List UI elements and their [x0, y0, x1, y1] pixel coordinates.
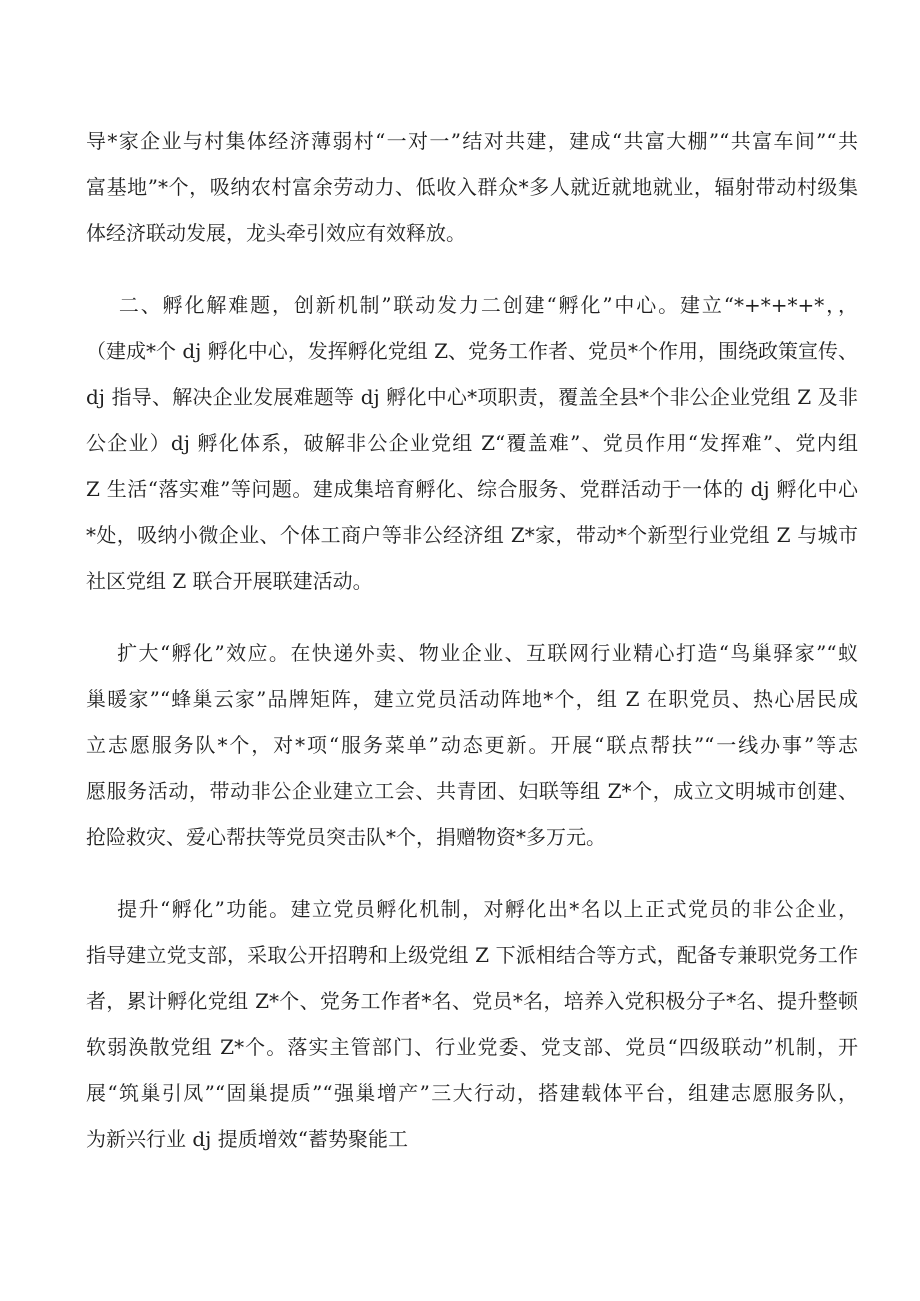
paragraph-spacer — [86, 604, 858, 630]
paragraph-spacer — [86, 860, 858, 886]
paragraph-2 — [86, 282, 858, 604]
text-line: 愿服务活动，带动非公企业建立工会、共青团、妇联等组 Z*个，成立文明城市创建、 — [86, 779, 858, 803]
text-line: 巢暖家”“蜂巢云家”品牌矩阵，建立党员活动阵地*个，组 Z 在职党员、热心居民成 — [86, 687, 858, 711]
text-line: 软弱涣散党组 Z*个。落实主管部门、行业党委、党支部、党员“四级联动”机制，开 — [86, 1035, 858, 1059]
text-line: Z 生活“落实难”等问题。建成集培育孵化、综合服务、党群活动于一体的 dj 孵化中心 — [86, 477, 858, 501]
text-line: 公企业）dj 孵化体系，破解非公企业党组 Z“覆盖难”、党员作用“发挥难”、党内组 — [86, 431, 858, 455]
paragraph-3 — [86, 630, 858, 860]
text-line: 富基地”*个，吸纳农村富余劳动力、低收入群众*多人就近就地就业，辐射带动村级集 — [86, 175, 858, 199]
text-line: 扩大“孵化”效应。在快递外卖、物业企业、互联网行业精心打造“鸟巢驿家”“蚁 — [86, 641, 858, 665]
text-line: 指导建立党支部，采取公开招聘和上级党组 Z 下派相结合等方式，配备专兼职党务工作 — [86, 943, 858, 967]
text-line: 立志愿服务队*个，对*项“服务菜单”动态更新。开展“联点帮扶”“一线办事”等志 — [86, 733, 858, 757]
paragraph-1 — [86, 118, 858, 256]
text-line: 体经济联动发展，龙头牵引效应有效释放。 — [86, 221, 466, 245]
text-line: 二、孵化解难题，创新机制”联动发力二创建“孵化”中心。建立“*+*+*+*，， — [86, 293, 858, 317]
text-line: 为新兴行业 dj 提质增效“蓄势聚能工 — [86, 1127, 408, 1151]
text-line: 抢险救灾、爱心帮扶等党员突击队*个，捐赠物资*多万元。 — [86, 825, 606, 849]
paragraph-spacer — [86, 256, 858, 282]
text-line: 社区党组 Z 联合开展联建活动。 — [86, 569, 373, 593]
text-line: 提升“孵化”功能。建立党员孵化机制，对孵化出*名以上正式党员的非公企业， — [86, 897, 858, 921]
text-line: 者，累计孵化党组 Z*个、党务工作者*名、党员*名，培养入党积极分子*名、提升整顿 — [86, 989, 858, 1013]
text-line: *处，吸纳小微企业、个体工商户等非公经济组 Z*家，带动*个新型行业党组 Z 与城市 — [86, 523, 858, 547]
text-line: 导*家企业与村集体经济薄弱村“一对一”结对共建，建成“共富大棚”“共富车间”“共 — [86, 129, 858, 153]
text-line: （建成*个 dj 孵化中心，发挥孵化党组 Z、党务工作者、党员*个作用，围绕政策宣传、 — [86, 339, 858, 363]
paragraph-4 — [86, 886, 858, 1162]
document-body — [86, 118, 858, 1162]
text-line: dj 指导、解决企业发展难题等 dj 孵化中心*项职责，覆盖全县*个非公企业党组 Z 及非 — [86, 385, 858, 409]
text-line: 展“筑巢引凤”“固巢提质”“强巢增产”三大行动，搭建载体平台，组建志愿服务队， — [86, 1081, 858, 1105]
